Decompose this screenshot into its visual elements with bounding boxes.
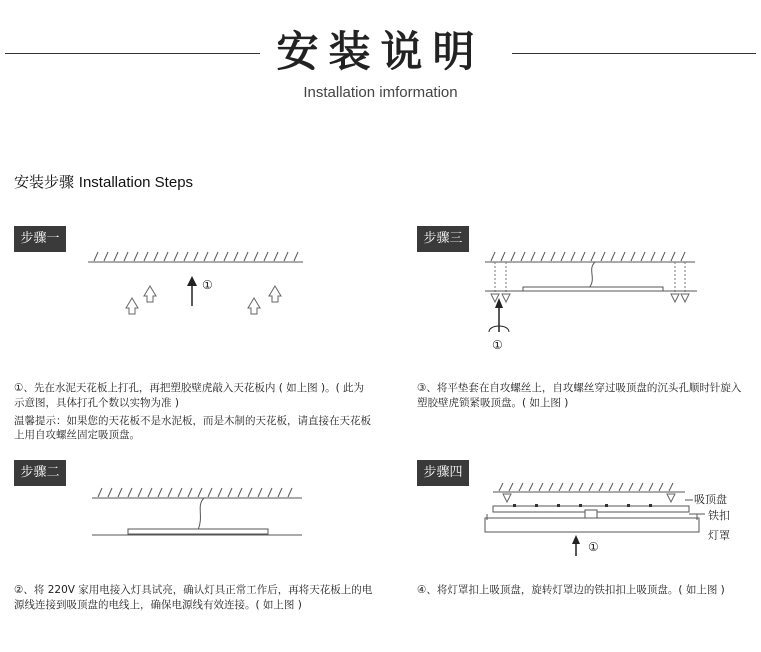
label-clip: 铁扣 (708, 509, 730, 522)
step1-diagram (88, 248, 318, 348)
page-subtitle: Installation imformation (303, 84, 458, 101)
step4-text-line1: ④、将灯罩扣上吸顶盘，旋转灯罩边的铁扣扣上吸顶盘。( 如上图 ) (417, 584, 725, 596)
screw-icon (491, 294, 689, 302)
step1-text-line1: ①、先在水泥天花板上打孔，再把塑胶壁虎敲入天花板内 ( 如上图 )。( 此为 (14, 382, 365, 394)
step1-badge: 步骤一 (14, 226, 66, 252)
step4-marker: ① (588, 540, 599, 554)
up-arrow-icon (572, 535, 580, 556)
step3-diagram (485, 248, 705, 358)
step3-text-line1: ③、将平垫套在自攻螺丝上，自攻螺丝穿过吸顶盘的沉头孔顺时针旋入 (417, 382, 742, 394)
step1-text-line2: 示意图，具体打孔个数以实物为准 ) (14, 397, 179, 409)
step3-marker: ① (492, 338, 503, 352)
step2-badge: 步骤二 (14, 460, 66, 486)
section-title-cn: 安装步骤 (14, 173, 75, 191)
section-title-en: Installation Steps (78, 174, 194, 191)
page-title: 安装说明 (276, 27, 485, 76)
label-cover: 灯罩 (708, 529, 730, 542)
section-title (14, 171, 193, 192)
step2-text-line1: ②、将 220V 家用电接入灯具试亮，确认灯具正常工作后，再将天花板上的电 (14, 584, 373, 596)
step2-diagram (92, 484, 312, 544)
step3-text-line2: 塑胶壁虎锁紧吸顶盘。( 如上图 ) (417, 397, 569, 409)
label-base: 吸顶盘 (694, 493, 727, 506)
step2-text-line2: 源线连接到吸顶盘的电线上，确保电源线有效连接。( 如上图 ) (14, 599, 302, 611)
screw-icon (503, 494, 675, 502)
step1-tip-line2: 上用自攻螺丝固定吸顶盘。 (14, 429, 140, 441)
step1-marker: ① (202, 278, 213, 292)
step4-badge: 步骤四 (417, 460, 469, 486)
step1-tip-line1: 温馨提示：如果您的天花板不是水泥板，而是木制的天花板，请直接在天花板 (14, 415, 371, 427)
step3-badge: 步骤三 (417, 226, 469, 252)
up-arrow-icon (187, 276, 197, 306)
